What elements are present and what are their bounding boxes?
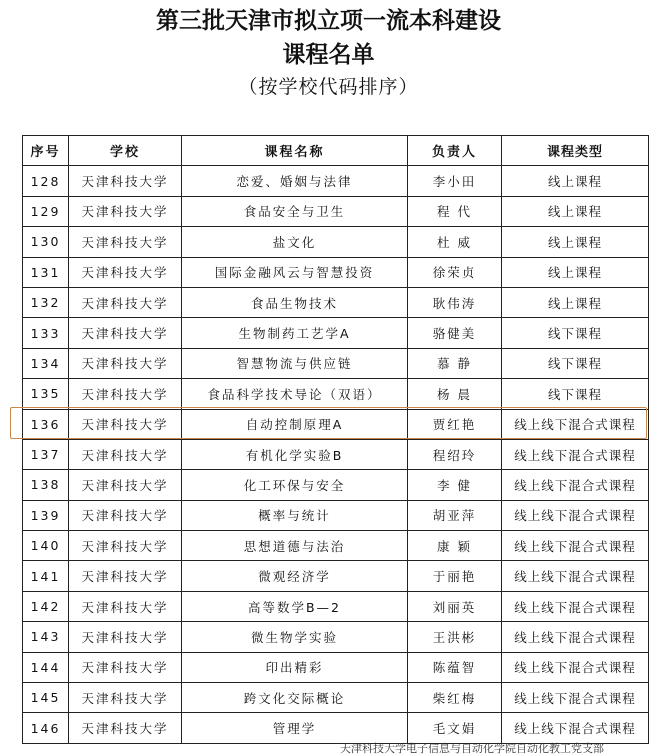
cell-type: 线下课程 bbox=[502, 318, 649, 348]
header-course: 课程名称 bbox=[182, 136, 408, 166]
cell-school: 天津科技大学 bbox=[69, 379, 182, 409]
cell-course: 高等数学B—2 bbox=[182, 591, 408, 621]
cell-seq: 139 bbox=[23, 500, 69, 530]
header-school: 学校 bbox=[69, 136, 182, 166]
table-row bbox=[23, 348, 649, 378]
table-row bbox=[23, 470, 649, 500]
cell-type: 线下课程 bbox=[502, 348, 649, 378]
cell-school: 天津科技大学 bbox=[69, 439, 182, 469]
cell-school: 天津科技大学 bbox=[69, 318, 182, 348]
cell-lead: 程 代 bbox=[408, 196, 502, 226]
cell-type: 线上线下混合式课程 bbox=[502, 561, 649, 591]
table-row bbox=[23, 196, 649, 226]
doc-sort-note: （按学校代码排序） bbox=[238, 76, 419, 98]
header-type: 课程类型 bbox=[502, 136, 649, 166]
cell-seq: 137 bbox=[23, 439, 69, 469]
cell-seq: 138 bbox=[23, 470, 69, 500]
table-row bbox=[23, 652, 649, 682]
table-row bbox=[23, 257, 649, 287]
cell-seq: 146 bbox=[23, 713, 69, 743]
cell-lead: 杜 威 bbox=[408, 227, 502, 257]
cell-school: 天津科技大学 bbox=[69, 287, 182, 317]
table-row bbox=[23, 318, 649, 348]
table-row bbox=[23, 531, 649, 561]
cell-lead: 王洪彬 bbox=[408, 622, 502, 652]
cell-lead: 耿伟涛 bbox=[408, 287, 502, 317]
cell-lead: 胡亚萍 bbox=[408, 500, 502, 530]
cell-seq: 140 bbox=[23, 531, 69, 561]
cell-lead: 慕 静 bbox=[408, 348, 502, 378]
cell-type: 线上线下混合式课程 bbox=[502, 683, 649, 713]
cell-course: 有机化学实验B bbox=[182, 439, 408, 469]
cell-type: 线上线下混合式课程 bbox=[502, 591, 649, 621]
table-row bbox=[23, 409, 649, 439]
cell-seq: 129 bbox=[23, 196, 69, 226]
cell-school: 天津科技大学 bbox=[69, 257, 182, 287]
table-row bbox=[23, 683, 649, 713]
cell-seq: 132 bbox=[23, 287, 69, 317]
cell-lead: 李 健 bbox=[408, 470, 502, 500]
cell-school: 天津科技大学 bbox=[69, 196, 182, 226]
cell-lead: 徐荣贞 bbox=[408, 257, 502, 287]
cell-lead: 杨 晨 bbox=[408, 379, 502, 409]
cell-school: 天津科技大学 bbox=[69, 166, 182, 196]
cell-course: 生物制药工艺学A bbox=[182, 318, 408, 348]
cell-lead: 刘丽英 bbox=[408, 591, 502, 621]
cell-type: 线上线下混合式课程 bbox=[502, 531, 649, 561]
cell-course: 盐文化 bbox=[182, 227, 408, 257]
cell-seq: 143 bbox=[23, 622, 69, 652]
table-row bbox=[23, 227, 649, 257]
cell-seq: 142 bbox=[23, 591, 69, 621]
cell-course: 智慧物流与供应链 bbox=[182, 348, 408, 378]
doc-subtitle: 课程名单 bbox=[282, 42, 375, 68]
header-lead: 负责人 bbox=[408, 136, 502, 166]
table-row bbox=[23, 439, 649, 469]
cell-lead: 程绍玲 bbox=[408, 439, 502, 469]
cell-seq: 145 bbox=[23, 683, 69, 713]
table-row bbox=[23, 379, 649, 409]
cell-seq: 134 bbox=[23, 348, 69, 378]
cell-type: 线上线下混合式课程 bbox=[502, 713, 649, 743]
cell-lead: 贾红艳 bbox=[408, 409, 502, 439]
cell-seq: 133 bbox=[23, 318, 69, 348]
table-row bbox=[23, 500, 649, 530]
cell-course: 微观经济学 bbox=[182, 561, 408, 591]
cell-school: 天津科技大学 bbox=[69, 409, 182, 439]
cell-lead: 康 颖 bbox=[408, 531, 502, 561]
cell-type: 线上线下混合式课程 bbox=[502, 652, 649, 682]
cell-type: 线上线下混合式课程 bbox=[502, 622, 649, 652]
cell-school: 天津科技大学 bbox=[69, 622, 182, 652]
cell-course: 恋爱、婚姻与法律 bbox=[182, 166, 408, 196]
cell-school: 天津科技大学 bbox=[69, 470, 182, 500]
footer-watermark: 天津科技大学电子信息与自动化学院自动化教工党支部 bbox=[340, 742, 604, 755]
table-row bbox=[23, 591, 649, 621]
cell-lead: 陈蕴智 bbox=[408, 652, 502, 682]
cell-course: 国际金融风云与智慧投资 bbox=[182, 257, 408, 287]
cell-school: 天津科技大学 bbox=[69, 561, 182, 591]
cell-lead: 毛文娟 bbox=[408, 713, 502, 743]
cell-seq: 141 bbox=[23, 561, 69, 591]
cell-course: 管理学 bbox=[182, 713, 408, 743]
table-header bbox=[23, 136, 649, 166]
cell-school: 天津科技大学 bbox=[69, 500, 182, 530]
cell-course: 食品科学技术导论（双语） bbox=[182, 379, 408, 409]
cell-school: 天津科技大学 bbox=[69, 652, 182, 682]
cell-type: 线上线下混合式课程 bbox=[502, 409, 649, 439]
table-row bbox=[23, 287, 649, 317]
cell-type: 线上课程 bbox=[502, 257, 649, 287]
cell-type: 线上课程 bbox=[502, 227, 649, 257]
cell-course: 概率与统计 bbox=[182, 500, 408, 530]
course-table bbox=[22, 135, 649, 744]
cell-type: 线下课程 bbox=[502, 379, 649, 409]
cell-school: 天津科技大学 bbox=[69, 531, 182, 561]
cell-course: 微生物学实验 bbox=[182, 622, 408, 652]
cell-seq: 128 bbox=[23, 166, 69, 196]
table-row bbox=[23, 622, 649, 652]
table-row bbox=[23, 713, 649, 743]
cell-type: 线上课程 bbox=[502, 166, 649, 196]
cell-course: 食品生物技术 bbox=[182, 287, 408, 317]
cell-school: 天津科技大学 bbox=[69, 591, 182, 621]
table-row bbox=[23, 561, 649, 591]
cell-seq: 130 bbox=[23, 227, 69, 257]
header-seq: 序号 bbox=[23, 136, 69, 166]
doc-title: 第三批天津市拟立项一流本科建设 bbox=[156, 8, 501, 34]
cell-type: 线上线下混合式课程 bbox=[502, 500, 649, 530]
cell-seq: 131 bbox=[23, 257, 69, 287]
cell-course: 思想道德与法治 bbox=[182, 531, 408, 561]
cell-seq: 144 bbox=[23, 652, 69, 682]
cell-course: 食品安全与卫生 bbox=[182, 196, 408, 226]
cell-lead: 于丽艳 bbox=[408, 561, 502, 591]
cell-school: 天津科技大学 bbox=[69, 348, 182, 378]
cell-lead: 骆健美 bbox=[408, 318, 502, 348]
cell-course: 化工环保与安全 bbox=[182, 470, 408, 500]
cell-lead: 李小田 bbox=[408, 166, 502, 196]
cell-seq: 135 bbox=[23, 379, 69, 409]
cell-type: 线上课程 bbox=[502, 287, 649, 317]
table-row bbox=[23, 166, 649, 196]
cell-type: 线上线下混合式课程 bbox=[502, 439, 649, 469]
cell-course: 跨文化交际概论 bbox=[182, 683, 408, 713]
cell-type: 线上课程 bbox=[502, 196, 649, 226]
cell-school: 天津科技大学 bbox=[69, 713, 182, 743]
cell-seq: 136 bbox=[23, 409, 69, 439]
cell-type: 线上线下混合式课程 bbox=[502, 470, 649, 500]
cell-school: 天津科技大学 bbox=[69, 683, 182, 713]
cell-lead: 柴红梅 bbox=[408, 683, 502, 713]
cell-course: 印出精彩 bbox=[182, 652, 408, 682]
cell-school: 天津科技大学 bbox=[69, 227, 182, 257]
cell-course: 自动控制原理A bbox=[182, 409, 408, 439]
